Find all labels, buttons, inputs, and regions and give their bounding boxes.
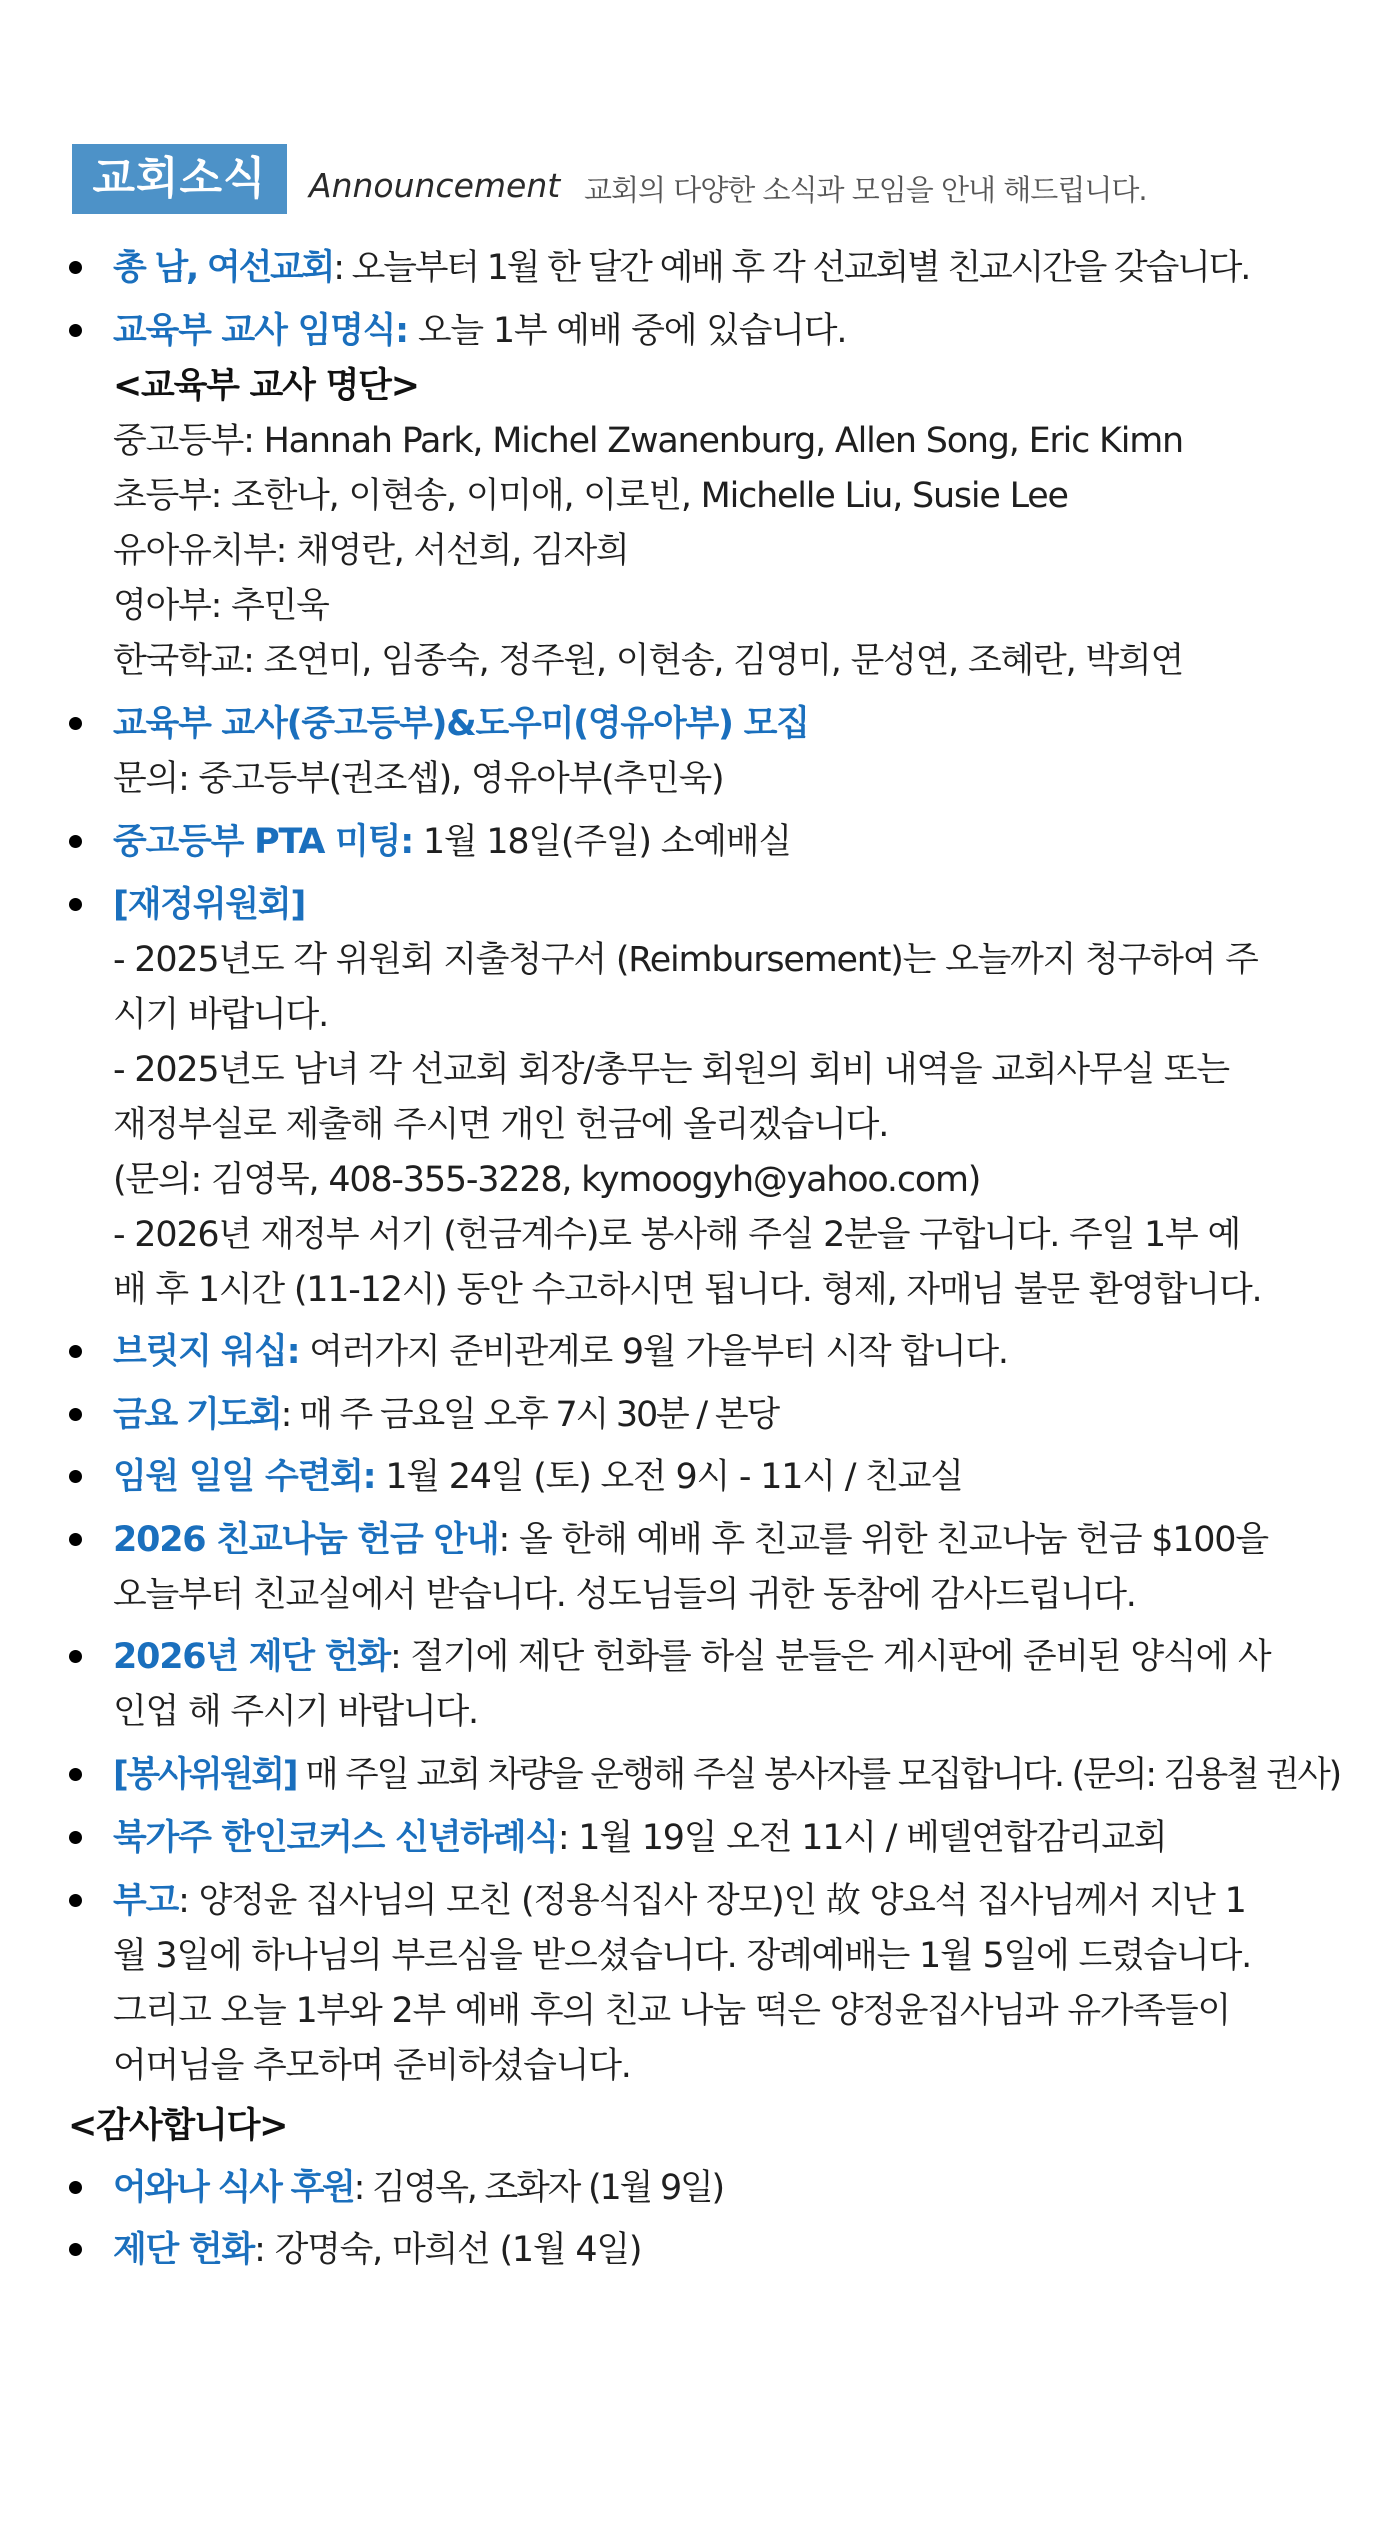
list-item-line: - 2026년 재정부 서기 (헌금계수)로 봉사해 주실 2분을 구합니다. 주일 1부 예 [113, 1215, 1241, 1255]
thanks-item-altar-flowers [113, 2226, 1340, 2274]
list-item-line: 인업 해 주시기 바랍니다. [113, 1692, 478, 1732]
thanks-item-meal-sponsor [113, 2164, 1340, 2212]
item-text: 오늘 1부 예배 중에 있습니다. [407, 311, 847, 351]
bullet-icon [69, 898, 82, 911]
item-text: : 올 한해 예배 후 친교를 위한 친교나눔 헌금 $100을 [498, 1520, 1268, 1560]
item-title: 어와나 식사 후원 [113, 2168, 354, 2208]
list-item-line: 영아부: 추민욱 [113, 586, 329, 626]
bullet-icon [69, 1768, 82, 1781]
thanks-heading: <감사합니다> [68, 2106, 288, 2146]
item-text: : 1월 19일 오전 11시 / 베델연합감리교회 [557, 1818, 1167, 1858]
list-item-line: 월 3일에 하나님의 부르심을 받으셨습니다. 장례예배는 1월 5일에 드렸습니다. [113, 1936, 1252, 1976]
item-text: 매 주일 교회 차량을 운행해 주실 봉사자를 모집합니다. (문의: 김용철 권사) [296, 1755, 1340, 1795]
list-item-pta [113, 818, 1340, 866]
item-title: 총 남, 여선교회 [113, 248, 334, 288]
bullet-icon [69, 1470, 82, 1483]
item-title: 임원 일일 수련회: [113, 1457, 376, 1497]
list-item-line: 그리고 오늘 1부와 2부 예배 후의 친교 나눔 떡은 양정윤집사님과 유가족들이 [113, 1991, 1231, 2031]
bullet-icon [69, 2181, 82, 2194]
item-text: 1월 18일(주일) 소예배실 [413, 822, 791, 862]
list-item-recruitment [113, 700, 1340, 748]
item-title: 브릿지 워십: [113, 1332, 300, 1372]
item-title: 제단 헌화 [113, 2230, 255, 2270]
list-item-friday-prayer [113, 1391, 1340, 1439]
bullet-icon [69, 1533, 82, 1546]
item-text: : 양정윤 집사님의 모친 (정용식집사 장모)인 故 양요석 집사님께서 지난 1 [178, 1881, 1246, 1921]
list-item-officer-retreat [113, 1453, 1340, 1501]
list-item-line: 문의: 중고등부(권조셉), 영유아부(추민욱) [113, 759, 724, 799]
section-description: 교회의 다양한 소식과 모임을 안내 해드립니다. [584, 173, 1147, 207]
section-english-title: Announcement [309, 166, 561, 205]
item-text: : 절기에 제단 헌화를 하실 분들은 게시판에 준비된 양식에 사 [389, 1637, 1271, 1677]
bullet-icon [69, 1650, 82, 1663]
list-item-service-committee [113, 1751, 1340, 1799]
item-title: 교육부 교사 임명식: [113, 311, 408, 351]
item-title: 중고등부 PTA 미팅: [113, 822, 414, 862]
bullet-icon [69, 1894, 82, 1907]
section-header [72, 144, 1332, 216]
item-title: [봉사위원회] [113, 1755, 297, 1795]
list-item-line: - 2025년도 남녀 각 선교회 회장/총무는 회원의 회비 내역을 교회사무실 또는 [113, 1050, 1229, 1090]
item-title: 교육부 교사(중고등부)&도우미(영유아부) 모집 [113, 704, 809, 744]
list-item-bridge-worship [113, 1328, 1340, 1376]
list-item-line: (문의: 김영묵, 408-355-3228, kymoogyh@yahoo.com) [113, 1160, 981, 1200]
list-item-line: 중고등부: Hannah Park, Michel Zwanenburg, Allen Song, Eric Kimn [113, 421, 1183, 461]
bullet-icon [69, 2243, 82, 2256]
list-item-total-mission [113, 244, 1340, 292]
item-title: [재정위원회] [113, 885, 306, 925]
list-item-finance [113, 881, 1340, 929]
bullet-icon [69, 324, 82, 337]
list-item-new-year-ceremony [113, 1814, 1340, 1862]
list-item-altar-flowers [113, 1633, 1340, 1681]
teacher-list-heading: <교육부 교사 명단> [113, 366, 419, 406]
list-item-line: 유아유치부: 채영란, 서선희, 김자희 [113, 531, 629, 571]
item-title: 2026년 제단 헌화 [113, 1637, 390, 1677]
item-title: 부고 [113, 1881, 179, 1921]
item-text: : 김영옥, 조화자 (1월 9일) [353, 2168, 723, 2208]
list-item-line: 배 후 1시간 (11-12시) 동안 수고하시면 됩니다. 형제, 자매님 불문 환영합니다. [113, 1270, 1262, 1310]
list-item-line: - 2025년도 각 위원회 지출청구서 (Reimbursement)는 오늘까지 청구하여 주 [113, 940, 1258, 980]
list-item-line: 한국학교: 조연미, 임종숙, 정주원, 이현송, 김영미, 문성연, 조혜란, 박희연 [113, 641, 1183, 681]
list-item-fellowship-offering [113, 1516, 1340, 1564]
bullet-icon [69, 1345, 82, 1358]
item-text: 1월 24일 (토) 오전 9시 - 11시 / 친교실 [375, 1457, 963, 1497]
bullet-icon [69, 835, 82, 848]
item-text: 여러가지 준비관계로 9월 가을부터 시작 합니다. [299, 1332, 1008, 1372]
bullet-icon [69, 1831, 82, 1844]
list-item-teacher-appointment [113, 307, 1340, 355]
bullet-icon [69, 1408, 82, 1421]
item-title: 2026 친교나눔 헌금 안내 [113, 1520, 499, 1560]
list-item-obituary [113, 1877, 1340, 1925]
item-text: : 오늘부터 1월 한 달간 예배 후 각 선교회별 친교시간을 갖습니다. [333, 248, 1250, 288]
list-item-line: 어머님을 추모하며 준비하셨습니다. [113, 2046, 631, 2086]
item-text: : 매 주 금요일 오후 7시 30분 / 본당 [280, 1395, 778, 1435]
bullet-icon [69, 261, 82, 274]
list-item-line: 재정부실로 제출해 주시면 개인 헌금에 올리겠습니다. [113, 1105, 889, 1145]
section-badge: 교회소식 [72, 144, 287, 214]
item-text: : 강명숙, 마희선 (1월 4일) [254, 2230, 642, 2270]
item-title: 금요 기도회 [113, 1395, 281, 1435]
list-item-line: 오늘부터 친교실에서 받습니다. 성도님들의 귀한 동참에 감사드립니다. [113, 1575, 1136, 1615]
bullet-icon [69, 717, 82, 730]
item-title: 북가주 한인코커스 신년하례식 [113, 1818, 558, 1858]
list-item-line: 초등부: 조한나, 이현송, 이미애, 이로빈, Michelle Liu, Susie Lee [113, 476, 1068, 516]
list-item-line: 시기 바랍니다. [113, 995, 328, 1035]
